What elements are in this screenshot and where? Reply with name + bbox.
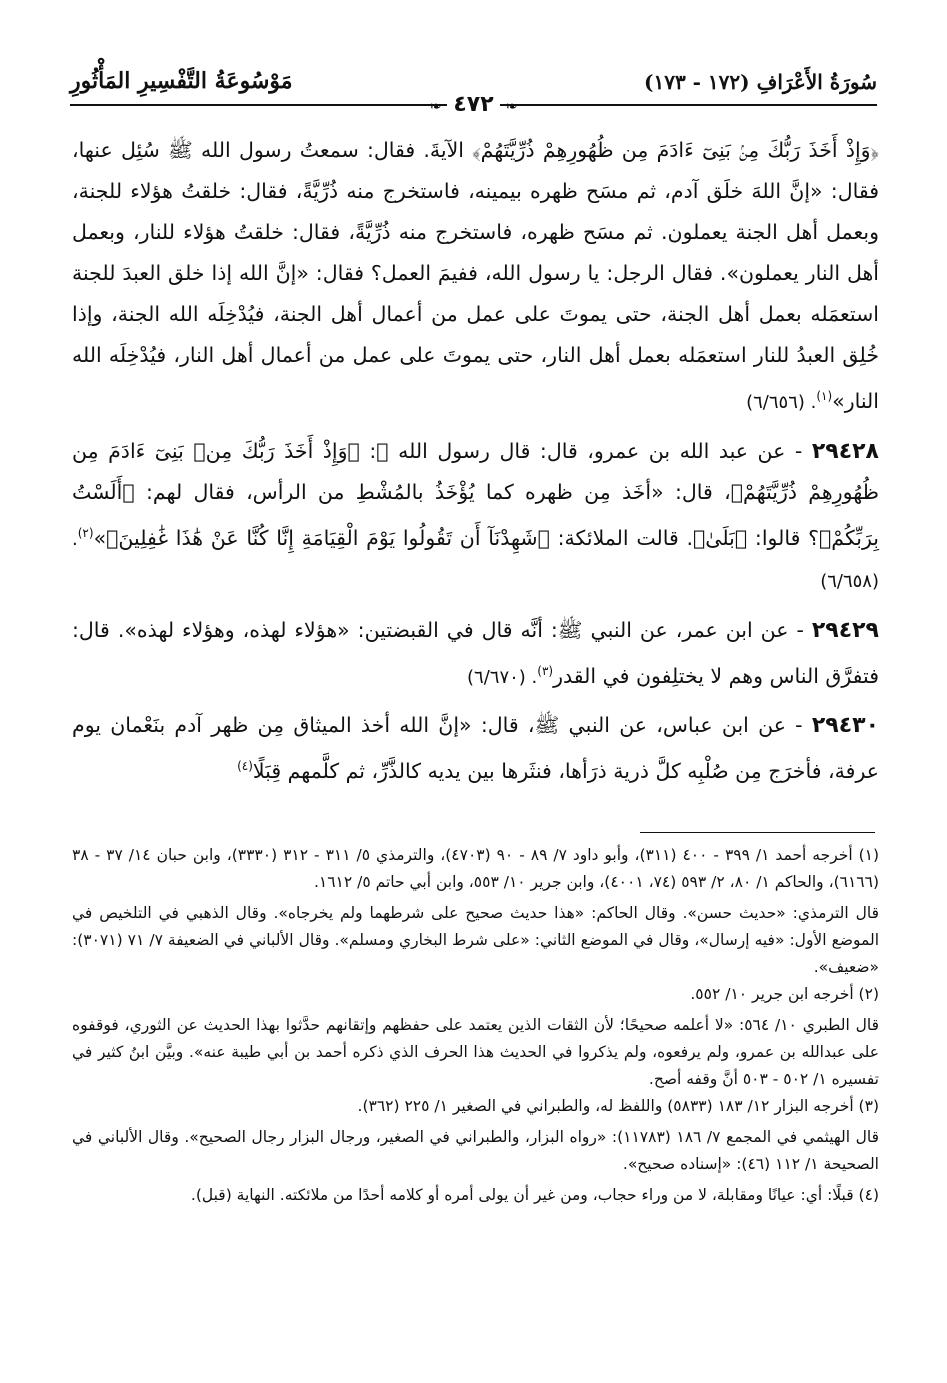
footnote-1-comment: قال الترمذي: «حديث حسن». وقال الحاكم: «هذا حديث صحيح على شرطهما ولم يخرجاه». وقال الذهبي في التلخيص في الموضع الأول: «فيه إرسال»، وقال في الموضع الثاني: «على شرط البخاري ومسلم». وقال الألباني في الضعيفة ٧/ ٧١ (٣٠٧١): «ضعيف». — [72, 904, 880, 976]
paragraph-29430 — [72, 705, 879, 792]
main-text — [72, 130, 879, 800]
footnotes — [72, 842, 879, 1209]
hadith-number: ٢٩٤٢٨ — [811, 438, 879, 464]
paragraph-text: - عن ابن عمر، عن النبي ﷺ: أنَّه قال في القبضتين: «هؤلاء لهذه، وهؤلاء لهذه». قال: فتفرَّق الناس وهم لا يختلِفون في القدر — [72, 617, 879, 688]
footnote-divider — [640, 832, 875, 833]
book-title: مَوْسُوعَةُ التَّفْسِيرِ المَأْثُورِ — [70, 68, 293, 94]
footnote-2: (٢) أخرجه ابن جرير ١٠/ ٥٥٢. — [690, 985, 879, 1003]
footnote-3: (٣) أخرجه البزار ١٢/ ١٨٣ (٥٨٣٣) واللفظ له، والطبراني في الصغير ١/ ٢٢٥ (٣٦٢). — [357, 1097, 879, 1115]
page-number-block — [70, 92, 877, 117]
footnote-3-comment: قال الهيثمي في المجمع ٧/ ١٨٦ (١١٧٨٣): «رواه البزار، والطبراني في الصغير، ورجال البزار رجال الصحيح». وقال الألباني في الصحيحة ١/ ١١٢ (٤٦): «إسناده صحيح». — [72, 1128, 879, 1173]
page-header — [70, 62, 877, 122]
footnote-1: (١) أخرجه أحمد ١/ ٣٩٩ - ٤٠٠ (٣١١)، وأبو داود ٧/ ٨٩ - ٩٠ (٤٧٠٣)، والترمذي ٥/ ٣١١ - ٣١٢ (٣٣٣٠)، وابن حبان ١٤/ ٣٧ - ٣٨ (٦١٦٦)، والحاكم ١/ ٨٠، ٢/ ٥٩٣ (٧٤، ٤٠٠١)، وابن جرير ١٠/ ٥٥٣، وابن أبي حاتم ٥/ ١٦١٢. — [72, 846, 880, 891]
paragraph-text: ﴿وَإِذْ أَخَذَ رَبُّكَ مِنۢ بَنِىٓ ءَادَمَ مِن ظُهُورِهِمْ ذُرِّيَّتَهُمْ﴾ الآيةَ. فقال: سمعتُ رسول الله ﷺ سُئِل عنها، فقال: «إنَّ اللهَ خلَق آدم، ثم مسَح ظهره بيمينه، فاستخرج منه ذُرِّيَّةً، فقال: خلقتُ هؤلاء للجنة، وبعمل أهل الجنة يعملون. ثم مسَح ظهره، فاستخرج منه ذُرِّيَّةً، فقال: خلقتُ هؤلاء للنار، وبعمل أهل النار يعملون». فقال الرجل: يا رسول الله، ففيمَ العمل؟ فقال: «إنَّ الله إذا خلق العبدَ للجنة استعمَله بعمل أهل الجنة، حتى يموتَ على عمل من أعمال أهل الجنة، فيُدْخِلَه الله الجنة، وإذا خُلِق العبدُ للنار استعمَله بعمل أهل النار، حتى يموتَ على عمل من أعمال أهل النار، فيُدْخِلَه الله النار» — [72, 138, 879, 413]
reference: . (٦/٦٥٦) — [746, 391, 817, 413]
hadith-number: ٢٩٤٣٠ — [811, 713, 879, 739]
reference: . (٦/٦٧٠) — [467, 666, 538, 688]
paragraph-1 — [72, 130, 879, 423]
page-number: ٤٧٢ — [447, 92, 499, 117]
footnote-marker: (٤) — [237, 759, 253, 774]
footnote-2-comment: قال الطبري ١٠/ ٥٦٤: «لا أعلمه صحيحًا؛ لأن الثقات الذين يعتمد على حفظهم وإتقانهم حدَّثوا بهذا الحديث عن الثوري، فوقفوه على عبدالله بن عمرو، ولم يرفعوه، ولم يذكروا في الحديث هذا الحرف الذي ذكره أحمد بن أبي طيبة عنه». وبيَّن ابنُ كثير في تفسيره ١/ ٥٠٢ - ٥٠٣ أنَّ وقفه أصح. — [72, 1016, 879, 1088]
paragraph-29429 — [72, 610, 879, 698]
footnote-marker: (٣) — [537, 663, 554, 678]
paragraph-text: - عن ابن عباس، عن النبي ﷺ، قال: «إنَّ الله أخذ الميثاق مِن ظهر آدم بنَعْمان يوم عرفة، فأخرَج مِن صُلْبِه كلَّ ذرية ذرَأها، فنثَرها بين يديه كالذَّرِّ، ثم كلَّمهم قِبَلًا — [72, 713, 879, 784]
ornament-icon: ❧ — [429, 99, 442, 115]
paragraph-29428 — [72, 431, 879, 602]
footnote-marker: (٢) — [77, 525, 94, 540]
paragraph-text: - عن عبد الله بن عمرو، قال: قال رسول الله ﷺ: ﴿وَإِذْ أَخَذَ رَبُّكَ مِنۢ بَنِىٓ ءَادَمَ مِن ظُهُورِهِمْ ذُرِّيَّتَهُمْ﴾، قال: «أخَذ مِن ظهره كما يُؤْخَذُ بالمُشْطِ من الرأس، فقال لهم: ﴿أَلَسْتُ بِرَبِّكُمْ﴾؟ قالوا: ﴿بَلَىٰ﴾. قالت الملائكة: ﴿شَهِدْنَآ أَن تَقُولُوا يَوْمَ الْقِيَامَةِ إِنَّا كُنَّا عَنْ هَٰذَا غَٰفِلِينَ﴾» — [72, 438, 879, 550]
ornament-icon: ❧ — [505, 99, 518, 115]
hadith-number: ٢٩٤٢٩ — [811, 617, 879, 643]
footnote-marker: (١) — [816, 389, 833, 403]
reference: . (٦/٦٥٨) — [72, 528, 879, 592]
surah-title: سُورَةُ الأَعْرَافِ (١٧٢ - ١٧٣) — [643, 70, 877, 94]
footnote-4: (٤) قبلًا: أي: عيانًا ومقابلة، لا من وراء حجاب، ومن غير أن يولى أمره أو كلامه أحدًا من ملائكته. النهاية (قبل). — [190, 1186, 879, 1204]
